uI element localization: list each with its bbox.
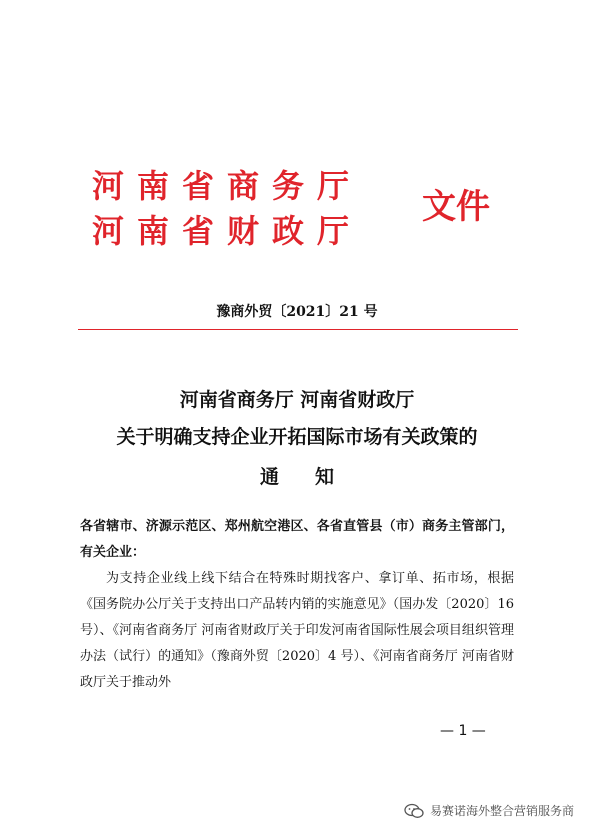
document-header <box>92 166 512 256</box>
notice-title-line-3: 通知 <box>259 466 370 488</box>
document-number: 豫商外贸〔2021〕21 号 <box>216 304 378 320</box>
red-divider-line <box>78 329 518 330</box>
issuer-name-commerce: 河南省商务厅 <box>92 167 363 205</box>
notice-title-line-2: 关于明确支持企业开拓国际市场有关政策的 <box>116 426 478 448</box>
salutation: 各省辖市、济源示范区、郑州航空港区、各省直管县（市）商务主管部门，有关企业： <box>80 519 514 560</box>
document-type-label: 文件 <box>422 187 490 227</box>
notice-title-line-1: 河南省商务厅 河南省财政厅 <box>179 389 415 411</box>
issuer-name-finance: 河南省财政厅 <box>92 212 363 250</box>
watermark-text: 易赛诺海外整合营销服务商 <box>429 804 574 818</box>
body-paragraph: 为支持企业线上线下结合在特殊时期找客户、拿订单、拓市场，根据《国务院办公厅关于支持出口产品转内销的实施意见》（国办发〔2020〕16 号）、《河南省商务厅 河南省财政厅关于印发河南省国际性展会项目组织管理办法（试行）的通知》（豫商外贸〔2020〕4 号）、《河南省商务厅 河南省财政厅关于推动外 <box>80 571 514 690</box>
page-number: — 1 — <box>440 723 486 739</box>
notice-body <box>80 514 514 696</box>
wechat-bubble-icon <box>404 803 424 819</box>
watermark <box>404 802 574 819</box>
